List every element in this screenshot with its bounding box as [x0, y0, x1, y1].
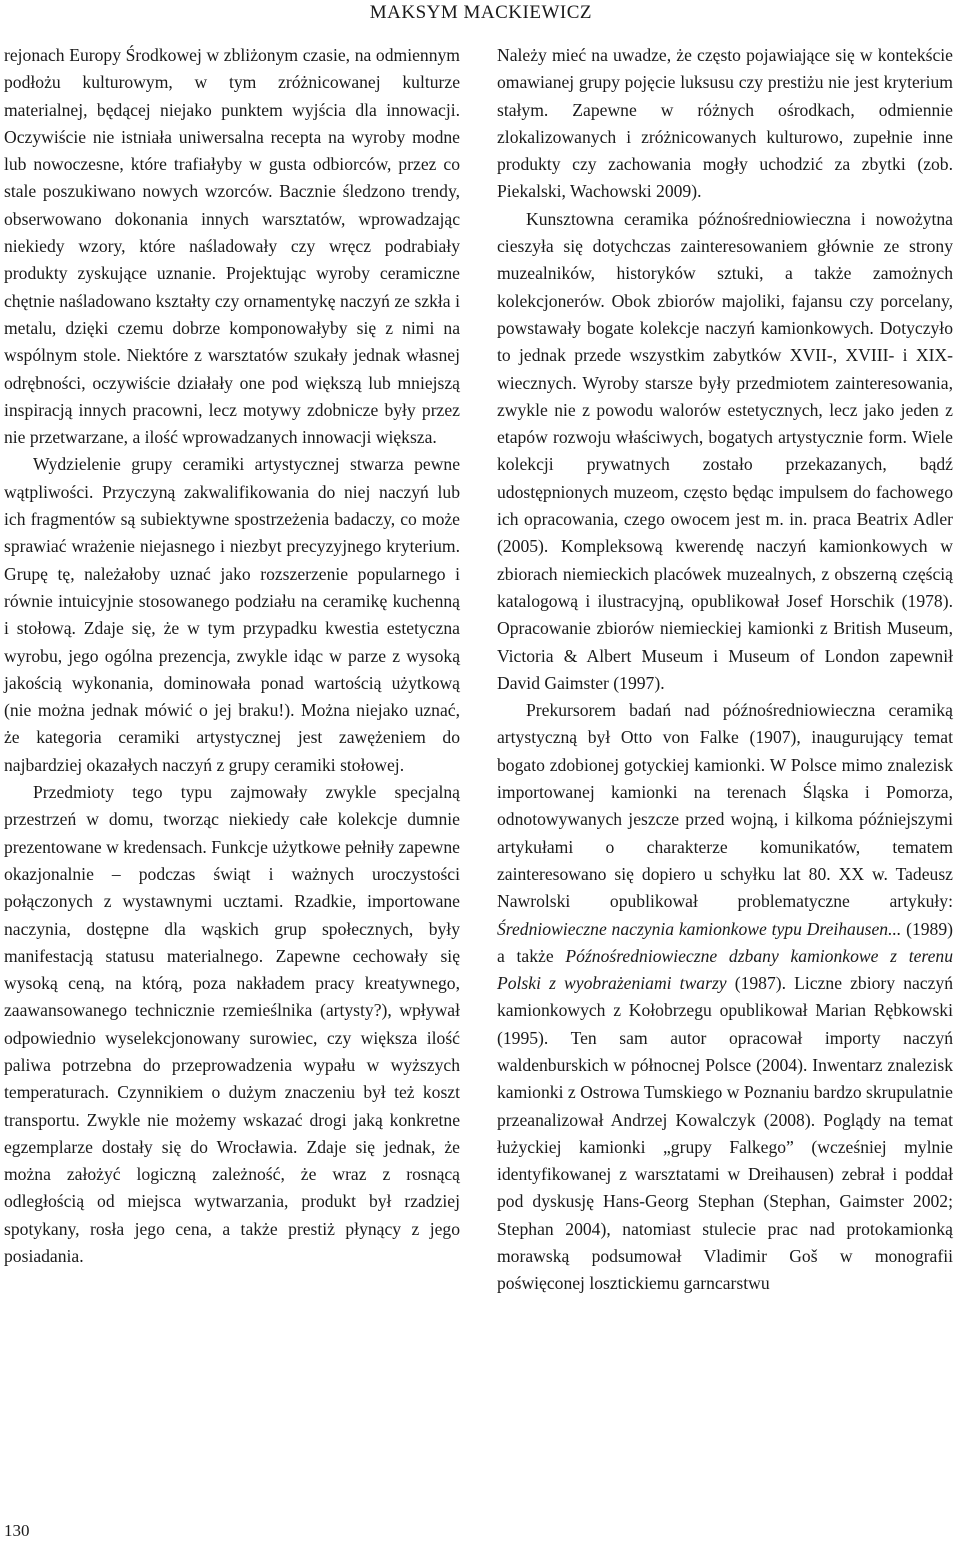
page-number: 130 — [4, 1521, 30, 1540]
paragraph: Wydzielenie grupy ceramiki artystycznej stwarza pewne wątpliwości. Przyczyną zakwalifikowania do niej naczyń lub ich fragmentów są subiektywne spostrzeżenia badaczy, co może sprawiać wrażenie niejasnego i niezbyt precyzyjnego kryterium. Grupę tę, należałoby uznać jako rozszerzenie popularnego i równie intuicyjnie stosowanego podziału na ceramikę kuchenną i stołową. Zdaje się, że w tym przypadku kwestia estetyczna wyrobu, jego ogólna prezencja, zwykle idąc w parze z wysoką jakością wykonania, dominowała ponad wartością użytkową (nie można jednak mówić o jej braku!). Można niejako uznać, że kategoria ceramiki artystycznej jest zawężeniem do najbardziej okazałych naczyń z grupy ceramiki stołowej. — [4, 454, 460, 775]
cited-title: Późnośredniowieczne dzbany kamionkowe z terenu Polski z wyobrażeniami twarzy — [497, 945, 954, 994]
running-header: MAKSYM MACKIEWICZ — [369, 2, 592, 23]
paragraph: rejonach Europy Środkowej w zbliżonym czasie, na odmiennym podłożu kulturowym, w tym zróżnicowanej kulturze materialnej, będącej niejako punktem wyjścia dla innowacji. Oczywiście nie istniała uniwersalna recepta na wyroby modne lub nowoczesne, które trafiałyby w gusta odbiorców, przez co stale poszukiwano nowych wzorców. Bacznie śledzono trendy, obserwowano dokonania innych warsztatów, wprowadzając niekiedy wzory, które naśladowały czy wręcz podrabiały produkty zyskujące uznanie. Projektując wyroby ceramiczne chętnie naśladowano kształty czy ornamentykę naczyń ze szkła i metalu, dzięki czemu dobrze komponowałyby się z nimi na wspólnym stole. Niektóre z warsztatów szukały jednak własnej odrębności, oczywiście działały one pod większą lub mniejszą inspiracją innych pracowni, lecz motywy zdobnicze były przez nie przetwarzane, a ilość wprowadzanych innowacji większa. — [4, 45, 460, 448]
paragraph: Należy mieć na uwadze, że często pojawiające się w kontekście omawianej grupy pojęcie luksusu czy prestiżu nie jest kryterium stałym. Zapewne w różnych ośrodkach, odmiennie zlokalizowanych i zróżnicowanych kulturowo, zupełnie inne produkty czy zachowania mogły uchodzić za zbytki (zob. Piekalski, Wachowski 2009). — [497, 45, 953, 202]
paragraph-text: Prekursorem badań nad późnośredniowieczna ceramiką artystyczną był Otto von Falke (1907), inaugurujący temat bogato zdobionej gotyckiej kamionki. W Polsce mimo znalezisk importowanej kamionki na terenach Śląska i Pomorza, odnotowywanych jeszcze przed wojną, i kilkoma późniejszymi artykułami o charakterze komunikatów, tematem zainteresowano się dopiero u schyłku lat 80. XX w. Tadeusz Nawrolski opublikował problematyczne artykuły: — [497, 700, 953, 912]
paragraph: Przedmioty tego typu zajmowały zwykle specjalną przestrzeń w domu, tworząc niekiedy całe kolekcje dumnie prezentowane w kredensach. Funkcje użytkowe pełniły zapewne okazjonalnie – podczas świąt i ważnych uroczystości połączonych z wystawnymi ucztami. Rzadkie, importowane naczynia, dostępne dla wąskich grup społecznych, były manifestacją statusu materialnego. Zapewne cechowały się wysoką ceną, na którą, poza nakładem pracy kreatywnego, zaawansowanego technicznie rzemieślnika (artysty?), wpływał odpowiednio wyselekcjonowany surowiec, czy większa ilość paliwa potrzebna do przeprowadzenia wypału w wyższych temperaturach. Czynnikiem o dużym znaczeniu był też koszt transportu. Zwykle nie możemy wskazać drogi jaką konkretne egzemplarze dostały się do Wrocławia. Zdaje się jednak, że można założyć logiczną zależność, że wraz z rosnącą odległością od miejsca wytwarzania, produkt był rzadziej spotykany, rosła jego cena, a także prestiż płynący z jego posiadania. — [4, 782, 460, 1267]
right-column — [497, 42, 953, 1298]
paragraph-text: (1989) a także — [497, 918, 953, 966]
paragraph: Kunsztowna ceramika późnośredniowieczna i nowożytna cieszyła się dotychczas zainteresowaniem głównie ze strony muzealników, historyków sztuki, a także zamożnych kolekcjonerów. Obok zbiorów majoliki, fajansu czy porcelany, powstawały bogate kolekcje naczyń kamionkowych. Dotyczyło to jednak przede wszystkim zabytków XVII-, XVIII- i XIX-wiecznych. Wyroby starsze były przedmiotem zainteresowania, zwykle nie z powodu walorów estetycznych, lecz jako jeden z etapów rozwoju właściwych, bogatych artystycznie form. Wiele kolekcji prywatnych zostało przekazanych, bądź udostępnionych muzeom, często będąc impulsem do fachowego ich opracowania, czego owocem jest m. in. praca Beatrix Adler (2005). Kompleksową kwerendę naczyń kamionkowych w zbiorach niemieckich placówek muzealnych, z obszerną częścią katalogową i ilustracyjną, opublikował Josef Horschik (1978). Opracowanie zbiorów niemieckiej kamionki z British Museum, Victoria & Albert Museum i Museum of London zapewnił David Gaimster (1997). — [497, 208, 953, 693]
cited-title: Średniowieczne naczynia kamionkowe typu Dreihausen... — [497, 918, 902, 939]
paragraph-text: (1987). Liczne zbiory naczyń kamionkowych z Kołobrzegu opublikował Marian Rębkowski (1995). Ten sam autor opracował importy naczyń waldenburskich w północnej Polsce (2004). Inwentarz znalezisk kamionki z Ostrowa Tumskiego w Poznaniu bardzo skrupulatnie przeanalizował Andrzej Kowalczyk (2008). Poglądy na temat łużyckiej kamionki „grupy Falkego” (wcześniej mylnie identyfikowanej z warsztatami w Dreihausen) zebrał i poddał pod dyskusję Hans-Georg Stephan (Stephan, Gaimster 2002; Stephan 2004), natomiast stulecie prac nad protokamionką morawską podsumował Vladimir Goš w monografii poświęconej losztickiemu garncarstwu — [497, 973, 954, 1294]
paragraph-with-citations — [497, 697, 953, 1298]
left-column — [4, 42, 460, 1270]
